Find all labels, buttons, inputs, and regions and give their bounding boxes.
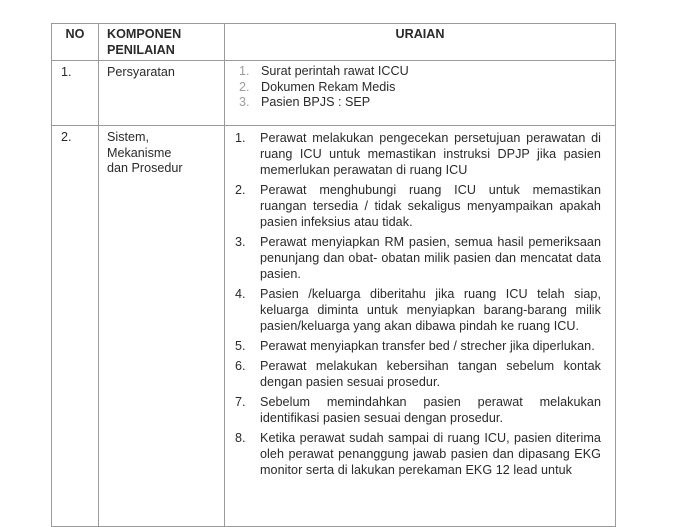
list-item: 1. Perawat melakukan pengecekan persetujuan perawatan di ruang ICU untuk memastikan instruksi DPJP jika pasien memerlukan perawatan di ruang ICU — [235, 131, 601, 177]
header-description: URAIAN — [225, 24, 616, 61]
row-number-cell — [52, 126, 99, 527]
requirements-list — [225, 61, 615, 111]
list-item: 2. Perawat menghubungi ruang ICU untuk memastikan ruangan tersedia / tidak sekaligus menyampaikan apakah pasien infeksius atau tidak. — [235, 183, 601, 229]
header-no: NO — [52, 24, 99, 61]
list-item: 3. Perawat menyiapkan RM pasien, semua hasil pemeriksaan penunjang dan obat- obatan milik pasien dan mencatat data pasien. — [235, 235, 601, 281]
list-item: 7. Sebelum memindahkan pasien perawat melakukan identifikasi pasien sesuai dengan prosedur. — [235, 395, 601, 425]
description-cell — [225, 126, 616, 527]
list-item: 2. Dokumen Rekam Medis — [239, 79, 396, 94]
row-number-cell — [52, 61, 99, 126]
component-cell — [99, 126, 225, 527]
procedure-steps-list — [225, 126, 615, 478]
description-cell — [225, 61, 616, 126]
row-number: 2. — [61, 130, 72, 144]
component-label: Sistem, Mekanisme dan Prosedur — [107, 130, 183, 175]
row-number: 1. — [61, 65, 72, 79]
component-label: Persyaratan — [107, 65, 175, 79]
list-item: 3. Pasien BPJS : SEP — [239, 95, 371, 110]
header-component-line-2: PENILAIAN — [107, 43, 175, 57]
component-cell — [99, 61, 225, 126]
header-component — [99, 24, 225, 61]
table-header-row — [52, 24, 616, 61]
list-item: 6. Perawat melakukan kebersihan tangan sebelum kontak dengan pasien sesuai prosedur. — [235, 359, 601, 389]
list-item: 1. Surat perintah rawat ICCU — [239, 64, 409, 78]
list-item: 4. Pasien /keluarga diberitahu jika ruang ICU telah siap, keluarga diminta untuk menyiapkan barang-barang milik pasien/keluarga yang akan dibawa pindah ke ruang ICU. — [235, 287, 601, 333]
list-item: 5. Perawat menyiapkan transfer bed / strecher jika diperlukan. — [235, 339, 595, 353]
list-item: 8. Ketika perawat sudah sampai di ruang ICU, pasien diterima oleh perawat penanggung jawab pasien dan dipasang EKG monitor serta di lakukan perekaman EKG 12 lead untuk — [235, 431, 601, 477]
sop-table — [51, 23, 616, 527]
table-row — [52, 61, 616, 126]
header-component-line-1: KOMPONEN — [107, 27, 182, 41]
table-row — [52, 126, 616, 527]
